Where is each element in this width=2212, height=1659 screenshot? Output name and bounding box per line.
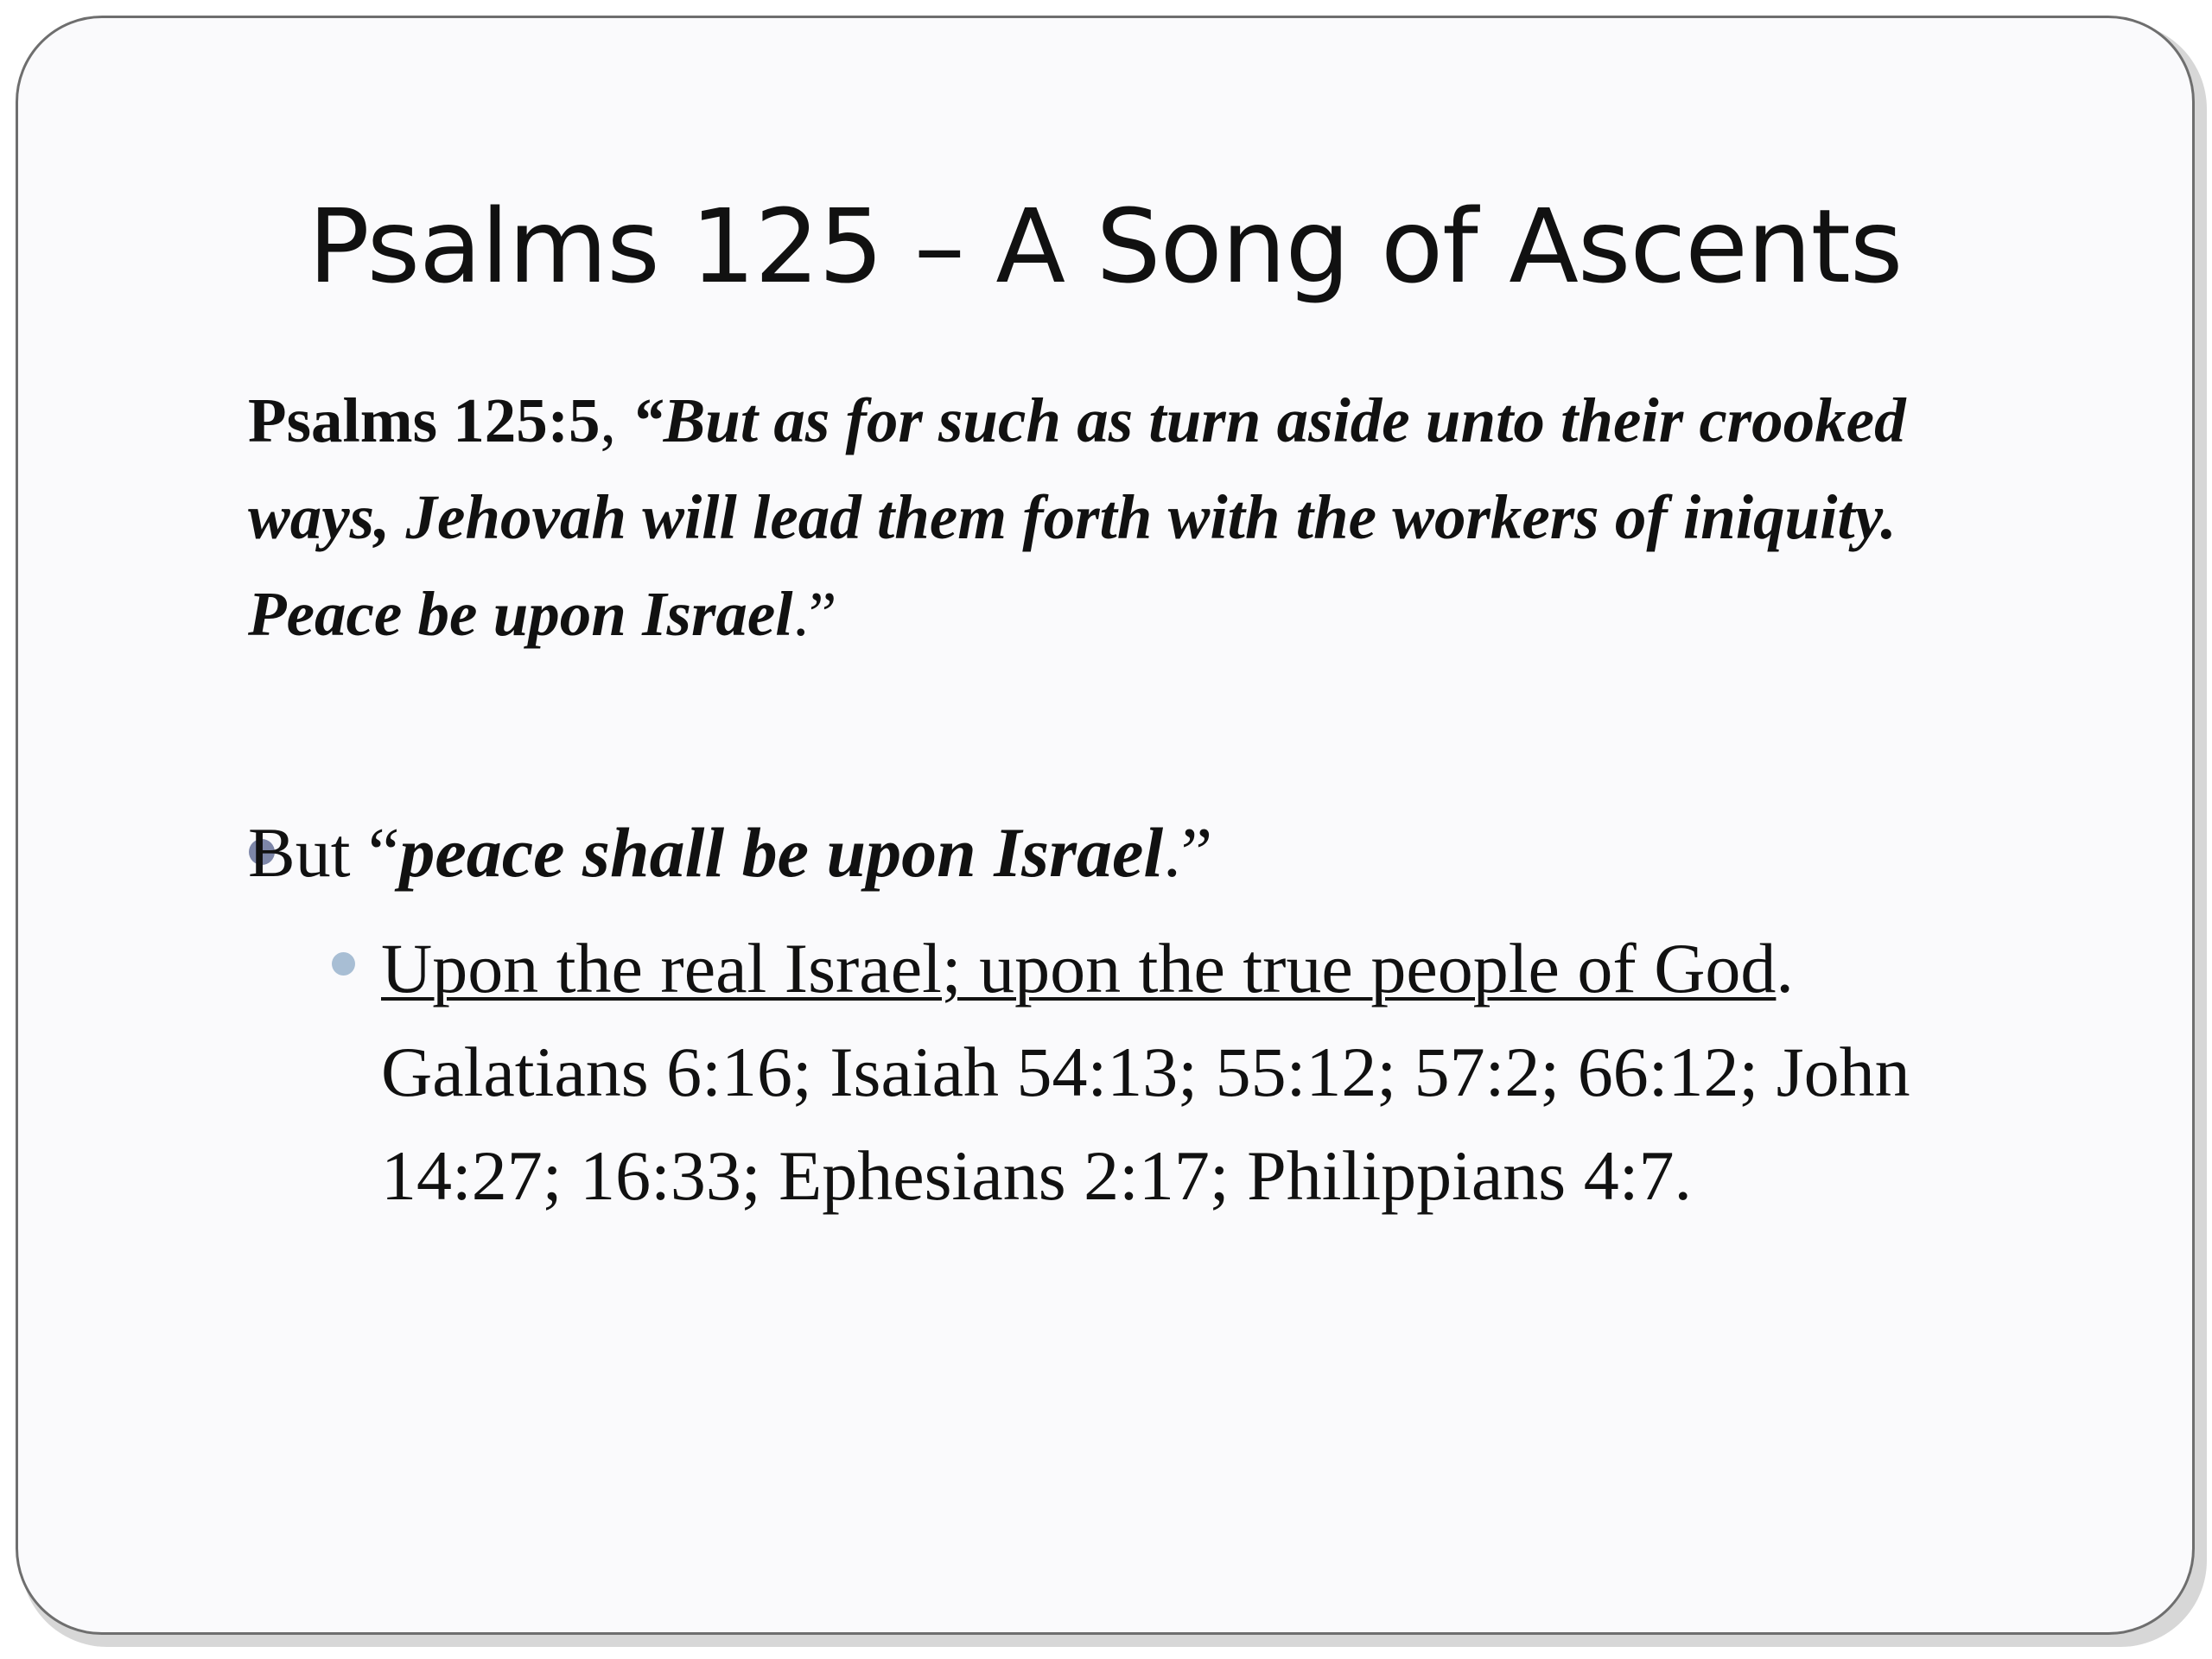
sub-bullet-underlined: Upon the real Israel; upon the true people of God <box>381 929 1777 1007</box>
sub-bullet-text: . Galatians 6:16; Isaiah 54:13; 55:12; 57:2; 66:12; John 14:27; 16:33; Ephesians 2:17; Philippians 4:7. <box>381 929 1910 1215</box>
bullet-suffix: .” <box>1163 813 1213 892</box>
sub-bullet-dot-icon <box>332 952 355 976</box>
verse-separator: , <box>600 385 632 455</box>
verse-reference: Psalms 125:5 <box>248 385 601 455</box>
verse-quote-end: .” <box>792 579 837 649</box>
sub-bullet-item <box>381 917 2075 1228</box>
verse-quote: “But as for such as turn aside unto their crooked ways, Jehovah will lead them forth with the workers of iniquity. Peace be upon Israel <box>248 385 1906 649</box>
slide-title: Psalms 125 – A Song of Ascents <box>308 187 1903 306</box>
bullet-prefix: But “ <box>248 813 400 892</box>
bullet-item <box>248 804 2063 901</box>
verse-paragraph <box>248 372 2045 663</box>
bullet-emphasis: peace shall be upon Israel <box>399 813 1164 892</box>
slide <box>16 16 2195 1635</box>
